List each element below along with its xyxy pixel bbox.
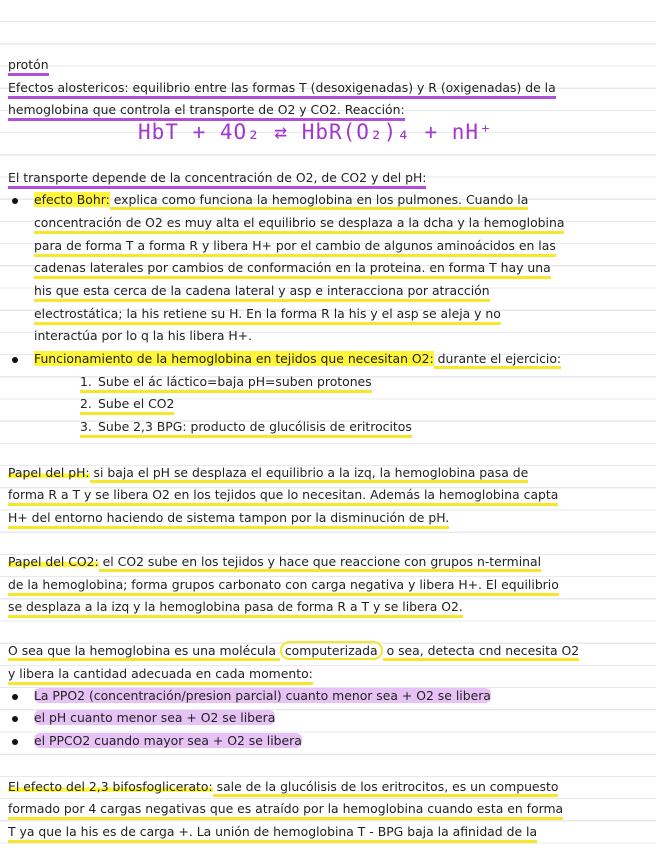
- tissue-function-heading: Funcionamiento de la hemoglobina en tejidos que necesitan O2:: [34, 351, 434, 366]
- text-allosteric-line1: Efectos alostericos: equilibrio entre las formas T (desoxigenadas) y R (oxigenadas) de la: [8, 79, 556, 99]
- co2-line2: de la hemoglobina; forma grupos carbonato con carga negativa y libera H+. El equilibrio: [8, 576, 559, 596]
- ph-line2: forma R a T y se libera O2 en los tejidos que lo necesitan. Además la hemoglobina capta: [8, 486, 558, 506]
- computerizada-circled: computerizada: [280, 641, 383, 660]
- bullet: [12, 716, 18, 722]
- bullet: [12, 694, 18, 700]
- transport-intro: El transporte depende de la concentración de O2, de CO2 y del pH:: [8, 169, 426, 189]
- summary-bullet-ppco2: el PPCO2 cuando mayor sea + O2 se libera: [34, 733, 302, 748]
- tissue-function-rest: durante el ejercicio:: [434, 351, 561, 369]
- bpg-line3: T ya que la his es de carga +. La unión de hemoglobina T - BPG baja la afinidad de la: [8, 823, 537, 843]
- bohr-heading: efecto Bohr:: [34, 192, 110, 207]
- bohr-line3: para de forma T a forma R y libera H+ por el cambio de algunos aminoácidos en las: [34, 237, 556, 257]
- bohr-line7: interactúa por lo q la his libera H+.: [34, 328, 253, 343]
- ph-line1: Papel del pH: si baja el pH se desplaza el equilibrio a la izq, la hemoglobina pasa de: [8, 464, 528, 481]
- bohr-line5: his que esta cerca de la cadena lateral y asp e interacciona por atracción: [34, 282, 490, 302]
- sub-item-2: 2. Sube el CO2: [80, 395, 174, 415]
- co2-heading: Papel del CO2:: [8, 554, 99, 569]
- bpg-line2: formado por 4 cargas negativas que es atraído por la hemoglobina cuando esta en forma: [8, 800, 563, 820]
- bohr-line6: electrostática; la his retiene su H. En la forma R la his y el asp se aleja y no: [34, 305, 501, 325]
- sub-item-1: 1. Sube el ác láctico=baja pH=suben protones: [80, 373, 372, 393]
- bohr-line2: concentración de O2 es muy alta el equilibrio se desplaza a la dcha y la hemoglobina: [34, 214, 564, 234]
- summary-bullet-ph: el pH cuanto menor sea + O2 se libera: [34, 710, 276, 725]
- text-allosteric-line2: hemoglobina que controla el transporte de O2 y CO2. Reacción:: [8, 101, 405, 121]
- summary-bullet-ppo2: La PPO2 (concentración/presion parcial) cuanto menor sea + O2 se libera: [34, 688, 491, 703]
- bohr-line1: [34, 191, 528, 208]
- co2-line1: Papel del CO2: el CO2 sube en los tejidos y hace que reaccione con grupos n-terminal: [8, 553, 541, 570]
- bullet: [12, 198, 18, 204]
- sub-item-3: 3. Sube 2,3 BPG: producto de glucólisis de eritrocitos: [80, 418, 412, 438]
- text-proton: protón: [8, 56, 49, 76]
- bullet: [12, 739, 18, 745]
- reaction-equation: HbT + 4O₂ ⇄ HbR(O₂)₄ + nH⁺: [138, 120, 493, 144]
- tissue-function-line: [34, 350, 561, 367]
- ph-line3: H+ del entorno haciendo de sistema tampon por la disminución de pH.: [8, 509, 449, 529]
- bpg-heading: El efecto del 2,3 bifosfoglicerato:: [8, 779, 213, 794]
- ph-heading: Papel del pH:: [8, 465, 90, 480]
- bohr-line4: cadenas laterales por cambios de conformación en la proteina. en forma T hay una: [34, 259, 551, 279]
- bullet: [12, 357, 18, 363]
- summary-line2: y libera la cantidad adecuada en cada momento:: [8, 665, 313, 685]
- co2-line3: se desplaza a la izq y la hemoglobina pasa de forma R a T y se libera O2.: [8, 598, 463, 618]
- bpg-line1: El efecto del 2,3 bifosfoglicerato: sale de la glucólisis de los eritrocitos, es un compuesto: [8, 778, 558, 795]
- bohr-line1-text: explica como funciona la hemoglobina en los pulmones. Cuando la: [110, 192, 529, 210]
- summary-line1: O sea que la hemoglobina es una molécula computerizada o sea, detecta cnd necesita O2: [8, 642, 579, 659]
